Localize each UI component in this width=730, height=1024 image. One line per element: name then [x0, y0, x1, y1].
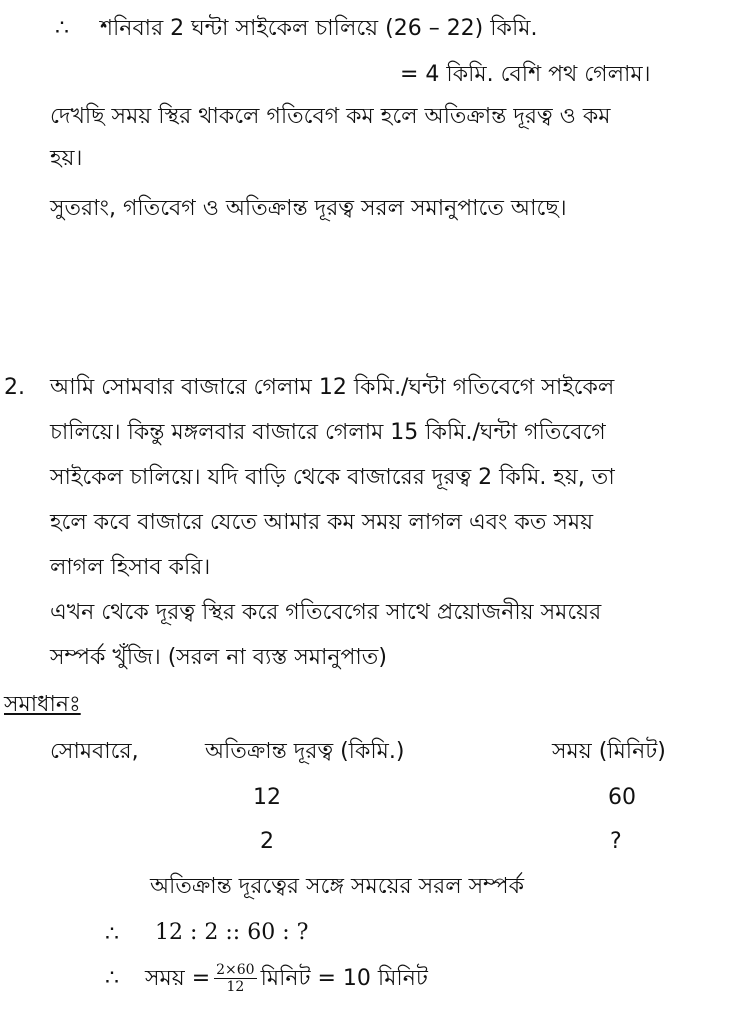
- therefore-symbol-3: ∴: [105, 966, 119, 991]
- time-fraction: [214, 962, 256, 995]
- relation-statement: অতিক্রান্ত দূরত্বের সঙ্গে সময়ের সরল সম্পর্ক: [150, 874, 525, 899]
- observation-line-1: দেখছি সময় স্থির থাকলে গতিবেগ কম হলে অতিক্রান্ত দূরত্ব ও কম: [50, 104, 611, 129]
- time-column-header: সময় (মিনিট): [552, 739, 666, 764]
- problem-number: 2.: [4, 375, 25, 400]
- problem-line-4: হলে কবে বাজারে যেতে আমার কম সময় লাগল এবং কত সময়: [50, 510, 594, 535]
- fraction-numerator: 2×60: [216, 962, 255, 978]
- problem-line-2: চালিয়ে। কিন্তু মঙ্গলবার বাজারে গেলাম 15 কিমি./ঘন্টা গতিবেগে: [50, 420, 606, 445]
- monday-label: সোমবারে,: [50, 739, 139, 764]
- distance-value-1: 12: [253, 785, 281, 810]
- observation-line-2: হয়।: [50, 146, 83, 171]
- time-calculation: [105, 962, 428, 995]
- problem-line-7: সম্পর্ক খুঁজি। (সরল না ব্যস্ত সমানুপাত): [50, 645, 387, 670]
- problem-line-3: সাইকেল চালিয়ে। যদি বাড়ি থেকে বাজারের দূরত্ব 2 কিমি. হয়, তা: [50, 465, 615, 490]
- distance-value-2: 2: [260, 829, 274, 854]
- time-label: সময় =: [145, 965, 211, 991]
- fraction-denominator: 12: [226, 979, 245, 995]
- time-value-2: ?: [610, 829, 622, 854]
- extra-distance-line: = 4 কিমি. বেশি পথ গেলাম।: [400, 62, 651, 87]
- solution-heading: সমাধানঃ: [4, 692, 81, 717]
- conclusion-line: সুতরাং, গতিবেগ ও অতিক্রান্ত দূরত্ব সরল সমানুপাতে আছে।: [50, 196, 567, 221]
- time-value-1: 60: [608, 785, 636, 810]
- problem-line-5: লাগল হিসাব করি।: [50, 555, 211, 580]
- therefore-symbol: ∴: [55, 16, 69, 41]
- saturday-distance-line: শনিবার 2 ঘন্টা সাইকেল চালিয়ে (26 – 22) কিমি.: [100, 16, 538, 41]
- problem-line-6: এখন থেকে দূরত্ব স্থির করে গতিবেগের সাথে প্রয়োজনীয় সময়ের: [50, 600, 602, 625]
- problem-line-1: আমি সোমবার বাজারে গেলাম 12 কিমি./ঘন্টা গতিবেগে সাইকেল: [50, 375, 615, 400]
- distance-column-header: অতিক্রান্ত দূরত্ব (কিমি.): [205, 739, 405, 764]
- proportion-statement: 12 : 2 :: 60 : ?: [155, 920, 309, 945]
- therefore-symbol-2: ∴: [105, 922, 119, 947]
- time-result: মিনিট = 10 মিনিট: [260, 965, 428, 991]
